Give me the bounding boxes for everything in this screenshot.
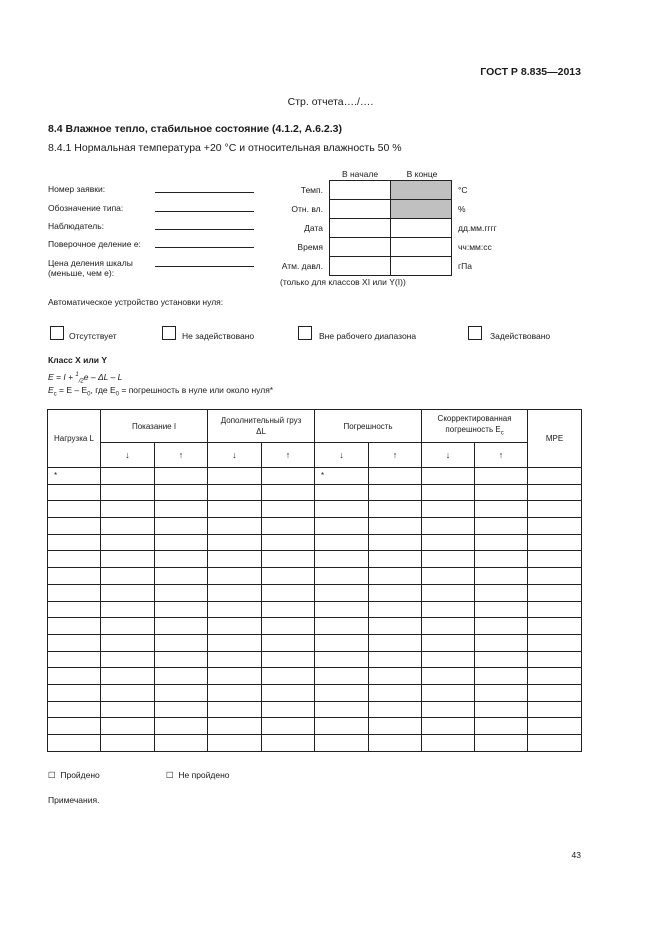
checkbox-not-engaged[interactable] <box>162 326 176 340</box>
table-cell[interactable] <box>48 501 101 518</box>
table-cell[interactable] <box>315 701 369 718</box>
table-cell[interactable] <box>475 634 528 651</box>
option-absent: Отсутствует <box>69 331 117 341</box>
table-cell[interactable] <box>262 684 315 701</box>
table-cell[interactable] <box>208 718 262 735</box>
table-cell[interactable] <box>101 551 155 568</box>
table-cell[interactable] <box>155 618 208 635</box>
table-cell[interactable] <box>101 601 155 618</box>
result-passed[interactable]: ☐ Пройдено <box>48 770 100 780</box>
arrow-up-icon: ↑ <box>155 443 208 468</box>
table-cell[interactable] <box>48 668 101 685</box>
field-label-application: Номер заявки: <box>48 184 106 194</box>
table-cell[interactable] <box>155 518 208 535</box>
table-cell[interactable] <box>315 501 369 518</box>
table-cell[interactable] <box>101 651 155 668</box>
table-cell[interactable] <box>528 584 582 601</box>
option-engaged: Задействовано <box>490 331 551 341</box>
subsection-title: 8.4.1 Нормальная температура +20 °С и относительная влажность 50 % <box>48 142 402 154</box>
formula-corrected-error: $E_c = E - E_0$, где $E_0$ = погрешность в нуле или около нуля* <box>48 385 274 398</box>
table-cell[interactable] <box>101 735 155 752</box>
table-cell[interactable] <box>475 668 528 685</box>
table-cell[interactable] <box>262 601 315 618</box>
table-cell[interactable] <box>208 568 262 585</box>
table-cell[interactable] <box>101 618 155 635</box>
arrow-up-icon: ↑ <box>369 443 422 468</box>
table-cell-mark[interactable]: * <box>48 468 101 485</box>
table-cell[interactable] <box>155 584 208 601</box>
table-cell[interactable] <box>422 468 475 485</box>
table-row <box>48 551 582 568</box>
col-mpe: MPE <box>528 410 582 468</box>
table-cell[interactable] <box>155 501 208 518</box>
page-number: 43 <box>571 850 581 860</box>
table-cell[interactable] <box>48 634 101 651</box>
table-row <box>48 634 582 651</box>
table-cell[interactable] <box>155 634 208 651</box>
table-cell[interactable] <box>475 701 528 718</box>
table-cell[interactable] <box>422 584 475 601</box>
arrow-up-icon: ↑ <box>475 443 528 468</box>
field-label-scale-note: (меньше, чем е): <box>48 268 115 278</box>
table-cell[interactable] <box>369 718 422 735</box>
table-cell[interactable] <box>528 601 582 618</box>
table-cell[interactable] <box>262 534 315 551</box>
table-cell[interactable] <box>208 684 262 701</box>
result-failed[interactable]: ☐ Не пройдено <box>166 770 230 780</box>
table-cell[interactable] <box>101 668 155 685</box>
results-table <box>47 409 582 752</box>
table-cell[interactable] <box>528 618 582 635</box>
table-cell[interactable] <box>315 534 369 551</box>
table-cell[interactable] <box>528 668 582 685</box>
table-cell[interactable] <box>422 735 475 752</box>
field-label-observer: Наблюдатель: <box>48 221 104 231</box>
table-cell[interactable] <box>208 735 262 752</box>
table-cell[interactable] <box>48 701 101 718</box>
table-cell[interactable] <box>208 534 262 551</box>
env-cell-shaded <box>391 181 452 200</box>
table-cell[interactable] <box>475 468 528 485</box>
table-cell[interactable] <box>475 601 528 618</box>
table-cell[interactable] <box>101 701 155 718</box>
col-additional-load: Дополнительный груз ΔL <box>208 410 315 443</box>
table-cell[interactable] <box>208 518 262 535</box>
arrow-down-icon: ↓ <box>208 443 262 468</box>
table-cell[interactable] <box>528 551 582 568</box>
table-cell[interactable] <box>528 718 582 735</box>
table-cell[interactable] <box>262 518 315 535</box>
table-cell[interactable] <box>262 584 315 601</box>
table-cell[interactable] <box>101 484 155 501</box>
table-cell[interactable] <box>208 551 262 568</box>
env-cell[interactable] <box>330 238 391 257</box>
table-cell[interactable] <box>208 701 262 718</box>
env-label-time: Время <box>297 242 323 252</box>
env-label-pressure: Атм. давл. <box>281 261 323 271</box>
table-cell[interactable] <box>422 601 475 618</box>
env-cell[interactable] <box>330 181 391 200</box>
col-load: Нагрузка L <box>48 410 101 468</box>
table-cell[interactable] <box>262 501 315 518</box>
table-cell[interactable] <box>48 568 101 585</box>
env-label-temp: Темп. <box>300 185 323 195</box>
table-cell[interactable] <box>155 551 208 568</box>
field-label-scale: Цена деления шкалы <box>48 258 133 268</box>
table-row <box>48 484 582 501</box>
table-cell[interactable] <box>262 701 315 718</box>
table-cell[interactable] <box>528 568 582 585</box>
checkbox-absent[interactable] <box>50 326 64 340</box>
env-cell[interactable] <box>391 238 452 257</box>
table-cell[interactable] <box>48 551 101 568</box>
table-cell[interactable] <box>48 618 101 635</box>
table-cell[interactable] <box>262 551 315 568</box>
table-row <box>48 518 582 535</box>
arrow-down-icon: ↓ <box>101 443 155 468</box>
option-out-of-range: Вне рабочего диапазона <box>319 331 417 341</box>
table-cell[interactable] <box>422 518 475 535</box>
table-cell[interactable] <box>208 668 262 685</box>
table-cell[interactable] <box>155 468 208 485</box>
col-error: Погрешность <box>315 410 422 443</box>
table-cell[interactable] <box>155 484 208 501</box>
table-cell[interactable] <box>422 484 475 501</box>
table-row <box>48 651 582 668</box>
table-cell[interactable] <box>369 684 422 701</box>
table-row <box>48 468 582 485</box>
table-cell[interactable] <box>422 634 475 651</box>
table-cell[interactable] <box>475 534 528 551</box>
table-cell[interactable] <box>369 518 422 535</box>
table-cell[interactable] <box>315 684 369 701</box>
table-cell[interactable] <box>208 601 262 618</box>
env-cell[interactable] <box>330 257 391 276</box>
table-cell[interactable] <box>369 651 422 668</box>
col-corrected-error: Скорректированная погрешность $E_c$ <box>422 410 528 443</box>
table-cell[interactable] <box>475 651 528 668</box>
field-line-scale[interactable] <box>155 266 254 267</box>
env-col-start: В начале <box>341 169 379 179</box>
table-cell[interactable] <box>422 718 475 735</box>
table-cell[interactable] <box>155 601 208 618</box>
table-cell[interactable] <box>422 568 475 585</box>
env-unit-temp: °С <box>458 185 468 195</box>
table-row <box>48 501 582 518</box>
table-cell[interactable] <box>155 568 208 585</box>
table-cell[interactable] <box>155 684 208 701</box>
table-cell[interactable] <box>48 718 101 735</box>
table-cell[interactable] <box>208 651 262 668</box>
table-cell[interactable] <box>155 668 208 685</box>
table-cell[interactable] <box>315 484 369 501</box>
table-cell[interactable] <box>422 651 475 668</box>
table-cell[interactable] <box>315 668 369 685</box>
arrow-down-icon: ↓ <box>315 443 369 468</box>
table-cell[interactable] <box>475 518 528 535</box>
env-cell[interactable] <box>391 219 452 238</box>
env-unit-date: дд.мм.гггг <box>458 223 497 233</box>
table-cell[interactable] <box>475 501 528 518</box>
table-cell[interactable] <box>262 568 315 585</box>
table-cell[interactable] <box>155 534 208 551</box>
env-col-end: В конце <box>406 169 438 179</box>
table-row <box>48 584 582 601</box>
table-cell[interactable] <box>369 584 422 601</box>
table-row <box>48 534 582 551</box>
env-label-date: Дата <box>304 223 323 233</box>
table-cell[interactable] <box>262 668 315 685</box>
section-title: 8.4 Влажное тепло, стабильное состояние (4.1.2, А.6.2.3) <box>48 123 343 135</box>
arrow-down-icon: ↓ <box>422 443 475 468</box>
table-cell[interactable] <box>155 735 208 752</box>
table-cell[interactable] <box>208 618 262 635</box>
table-cell[interactable] <box>208 634 262 651</box>
table-cell[interactable] <box>101 584 155 601</box>
table-cell[interactable] <box>101 518 155 535</box>
table-cell[interactable] <box>208 468 262 485</box>
table-row <box>48 601 582 618</box>
standard-number: ГОСТ Р 8.835—2013 <box>480 66 581 78</box>
table-cell[interactable] <box>101 468 155 485</box>
table-row <box>48 701 582 718</box>
table-cell[interactable] <box>369 484 422 501</box>
report-page: Стр. отчета…./…. <box>287 96 374 108</box>
table-cell[interactable] <box>369 568 422 585</box>
table-cell[interactable] <box>155 718 208 735</box>
table-cell[interactable] <box>315 518 369 535</box>
table-cell[interactable] <box>315 584 369 601</box>
field-line-verification[interactable] <box>155 247 254 248</box>
table-cell[interactable] <box>262 484 315 501</box>
table-cell[interactable] <box>155 651 208 668</box>
table-cell[interactable] <box>528 534 582 551</box>
table-cell[interactable] <box>315 551 369 568</box>
table-cell[interactable] <box>101 501 155 518</box>
table-cell[interactable] <box>369 468 422 485</box>
table-row <box>48 618 582 635</box>
table-cell[interactable] <box>422 684 475 701</box>
table-cell[interactable] <box>422 551 475 568</box>
notes-label: Примечания. <box>48 795 100 805</box>
table-cell[interactable] <box>101 718 155 735</box>
table-row <box>48 668 582 685</box>
environment-table <box>329 180 452 276</box>
table-cell[interactable] <box>315 601 369 618</box>
table-cell[interactable] <box>48 534 101 551</box>
table-cell[interactable] <box>422 701 475 718</box>
table-cell[interactable] <box>475 568 528 585</box>
table-cell[interactable] <box>208 584 262 601</box>
table-cell[interactable] <box>48 684 101 701</box>
table-cell[interactable] <box>528 634 582 651</box>
table-cell[interactable] <box>315 568 369 585</box>
table-cell[interactable] <box>528 484 582 501</box>
table-cell[interactable] <box>208 501 262 518</box>
table-cell[interactable] <box>475 618 528 635</box>
table-cell[interactable] <box>155 701 208 718</box>
arrow-up-icon: ↑ <box>262 443 315 468</box>
env-cell-shaded <box>391 200 452 219</box>
table-cell[interactable] <box>528 468 582 485</box>
table-cell[interactable] <box>315 735 369 752</box>
env-unit-pressure: гПа <box>458 261 472 271</box>
table-cell[interactable] <box>262 651 315 668</box>
table-cell[interactable] <box>262 718 315 735</box>
env-label-humidity: Отн. вл. <box>291 204 323 214</box>
table-cell[interactable] <box>475 551 528 568</box>
table-cell[interactable] <box>528 701 582 718</box>
table-cell[interactable] <box>422 618 475 635</box>
table-cell[interactable] <box>101 534 155 551</box>
table-cell[interactable] <box>369 551 422 568</box>
table-cell[interactable] <box>528 735 582 752</box>
table-cell[interactable] <box>48 484 101 501</box>
checkbox-failed-icon: ☐ <box>166 770 174 780</box>
table-cell[interactable] <box>422 501 475 518</box>
table-cell[interactable] <box>262 468 315 485</box>
table-cell[interactable] <box>369 601 422 618</box>
table-row <box>48 735 582 752</box>
field-label-type: Обозначение типа: <box>48 203 124 213</box>
option-not-engaged: Не задействовано <box>182 331 255 341</box>
table-cell[interactable] <box>369 668 422 685</box>
table-row <box>48 568 582 585</box>
table-cell[interactable] <box>101 634 155 651</box>
table-cell[interactable] <box>101 684 155 701</box>
table-cell[interactable] <box>208 484 262 501</box>
field-line-application[interactable] <box>155 192 254 193</box>
table-cell[interactable] <box>475 718 528 735</box>
table-cell[interactable] <box>369 618 422 635</box>
checkbox-passed-icon: ☐ <box>48 770 56 780</box>
table-cell[interactable] <box>48 651 101 668</box>
table-cell[interactable] <box>369 534 422 551</box>
table-cell[interactable] <box>48 518 101 535</box>
env-cell[interactable] <box>330 200 391 219</box>
table-cell[interactable] <box>475 684 528 701</box>
env-unit-time: чч:мм:сс <box>458 242 492 252</box>
checkbox-engaged[interactable] <box>468 326 482 340</box>
table-cell[interactable] <box>369 634 422 651</box>
table-cell-mark[interactable]: * <box>315 468 369 485</box>
checkbox-out-of-range[interactable] <box>298 326 312 340</box>
table-cell[interactable] <box>262 634 315 651</box>
field-line-observer[interactable] <box>155 229 254 230</box>
table-cell[interactable] <box>528 518 582 535</box>
env-cell[interactable] <box>391 257 452 276</box>
table-cell[interactable] <box>475 584 528 601</box>
table-cell[interactable] <box>101 568 155 585</box>
env-cell[interactable] <box>330 219 391 238</box>
table-cell[interactable] <box>475 484 528 501</box>
col-indication: Показание I <box>101 410 208 443</box>
table-cell[interactable] <box>528 651 582 668</box>
table-cell[interactable] <box>369 735 422 752</box>
table-cell[interactable] <box>528 501 582 518</box>
table-cell[interactable] <box>315 634 369 651</box>
table-cell[interactable] <box>369 501 422 518</box>
zero-device-label: Автоматическое устройство установки нуля: <box>48 297 224 307</box>
table-cell[interactable] <box>48 735 101 752</box>
table-cell[interactable] <box>48 584 101 601</box>
class-title: Класс X или Y <box>48 355 108 365</box>
table-cell[interactable] <box>369 701 422 718</box>
table-cell[interactable] <box>262 618 315 635</box>
table-cell[interactable] <box>262 735 315 752</box>
field-label-verification: Поверочное деление е: <box>48 239 141 249</box>
table-row <box>48 718 582 735</box>
env-unit-humidity: % <box>458 204 466 214</box>
table-cell[interactable] <box>315 651 369 668</box>
table-row <box>48 684 582 701</box>
table-cell[interactable] <box>48 601 101 618</box>
table-cell[interactable] <box>475 735 528 752</box>
field-line-type[interactable] <box>155 211 254 212</box>
table-cell[interactable] <box>422 668 475 685</box>
table-cell[interactable] <box>528 684 582 701</box>
formula-indication: E = I + $^1_{/2}$e – ΔL – L <box>48 372 123 385</box>
table-cell[interactable] <box>315 718 369 735</box>
env-table-note: (только для классов XI или Y(I)) <box>280 277 406 287</box>
table-cell[interactable] <box>422 534 475 551</box>
table-cell[interactable] <box>315 618 369 635</box>
